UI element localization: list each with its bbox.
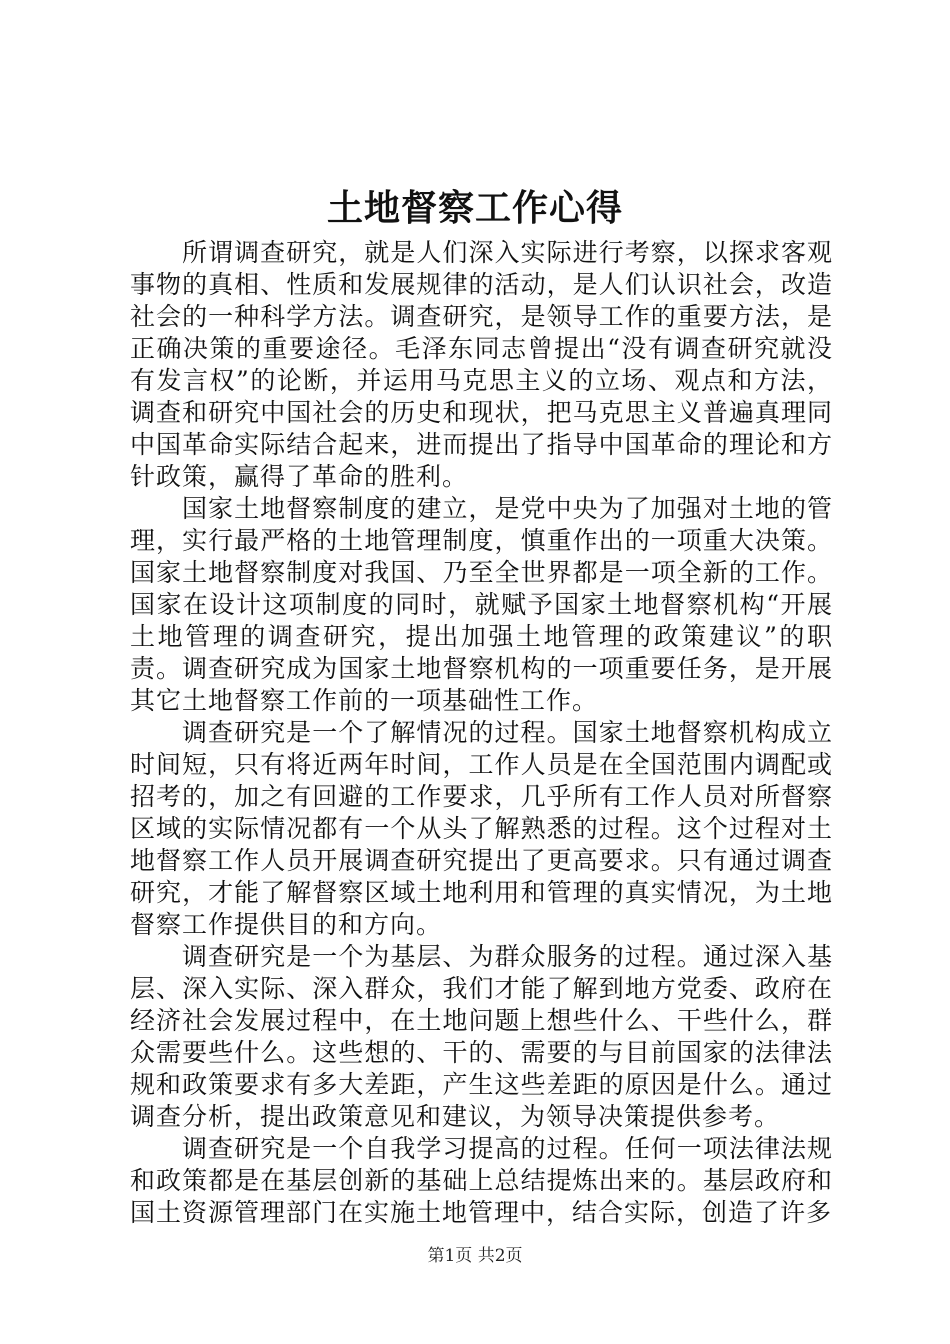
paragraph-2: 国家土地督察制度的建立，是党中央为了加强对土地的管理，实行最严格的土地管理制度，慎重作出的一项重大决策。国家土地督察制度对我国、乃至全世界都是一项全新的工作。国家在设计这项制度的同时，就赋予国家土地督察机构“开展土地管理的调查研究，提出加强土地管理的政策建议”的职责。调查研究成为国家土地督察机构的一项重要任务，是开展其它土地督察工作前的一项基础性工作。 [130, 494, 833, 715]
paragraph-1: 所谓调查研究，就是人们深入实际进行考察，以探求客观事物的真相、性质和发展规律的活动，是人们认识社会，改造社会的一种科学方法。调查研究，是领导工作的重要方法，是正确决策的重要途径。毛泽东同志曾提出“没有调查研究就没有发言权”的论断，并运用马克思主义的立场、观点和方法，调查和研究中国社会的历史和现状，把马克思主义普遍真理同中国革命实际结合起来，进而提出了指导中国革命的理论和方针政策，赢得了革命的胜利。 [130, 238, 833, 491]
paragraph-4: 调查研究是一个为基层、为群众服务的过程。通过深入基层、深入实际、深入群众，我们才能了解到地方党委、政府在经济社会发展过程中，在土地问题上想些什么、干些什么，群众需要些什么。这些想的、干的、需要的与目前国家的法律法规和政策要求有多大差距，产生这些差距的原因是什么。通过调查分析，提出政策意见和建议，为领导决策提供参考。 [130, 942, 833, 1131]
page-number-footer: 第1页 共2页 [427, 1246, 523, 1266]
document-title: 土地督察工作心得 [326, 187, 623, 229]
document-body [130, 237, 833, 1229]
paragraph-3: 调查研究是一个了解情况的过程。国家土地督察机构成立时间短，只有将近两年时间，工作人员是在全国范围内调配或招考的，加之有回避的工作要求，几乎所有工作人员对所督察区域的实际情况都有一个从头了解熟悉的过程。这个过程对土地督察工作人员开展调查研究提出了更高要求。只有通过调查研究，才能了解督察区域土地利用和管理的真实情况，为土地督察工作提供目的和方向。 [130, 718, 833, 939]
paragraph-5: 调查研究是一个自我学习提高的过程。任何一项法律法规和政策都是在基层创新的基础上总结提炼出来的。基层政府和国土资源管理部门在实施土地管理中，结合实际，创造了许多 [130, 1134, 833, 1227]
